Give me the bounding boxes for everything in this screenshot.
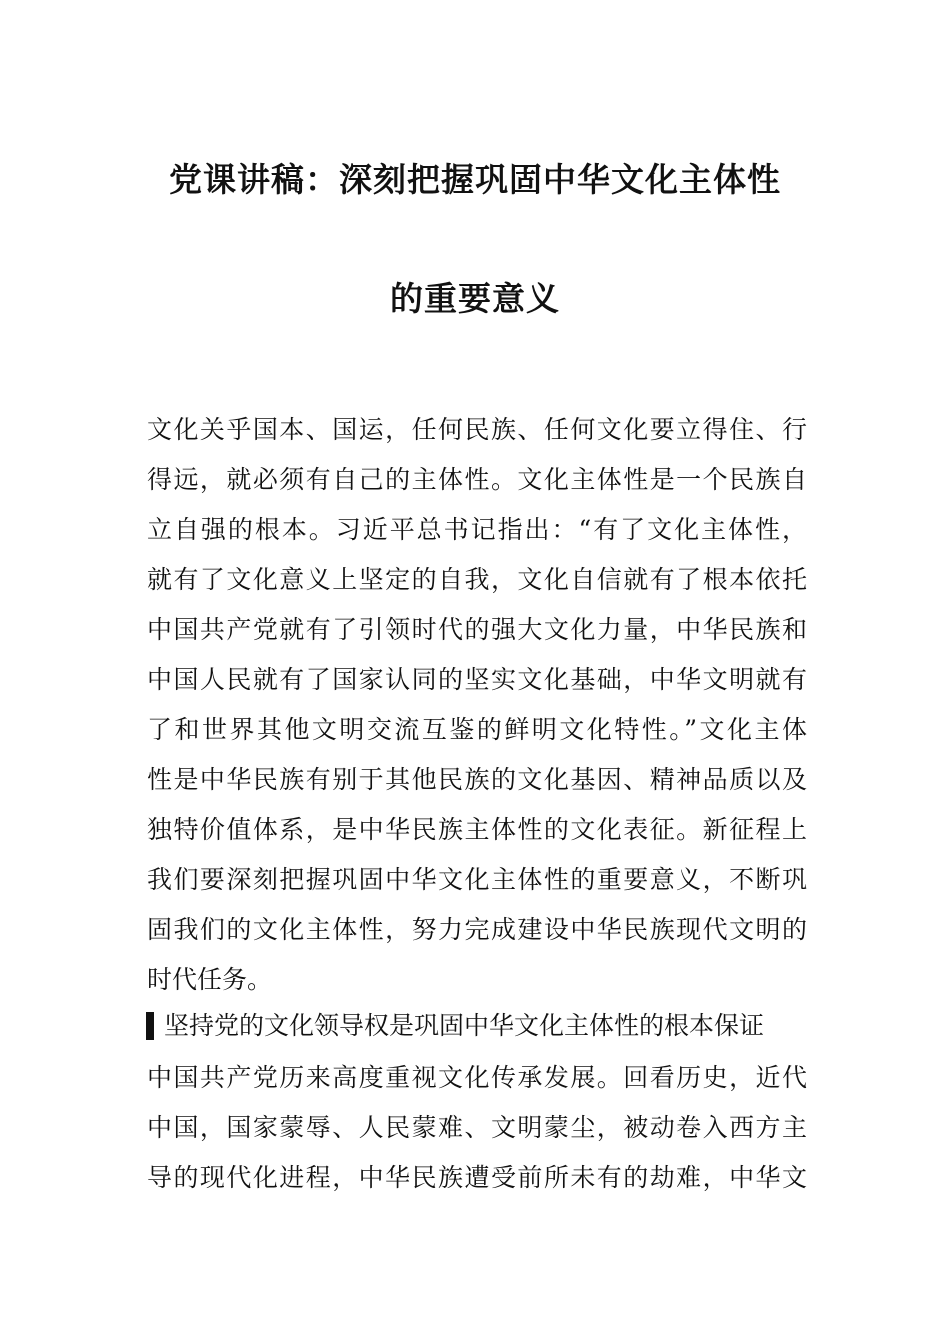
document-title-line-1: 党课讲稿：深刻把握巩固中华文化主体性 [169, 160, 781, 199]
paragraph-line: 独特价值体系，是中华民族主体性的文化表征。新征程上 [147, 815, 807, 844]
paragraph-line: 了和世界其他文明交流互鉴的鲜明文化特性。”文化主体 [147, 715, 807, 744]
section-heading [146, 1010, 826, 1042]
paragraph-line: 中国共产党就有了引领时代的强大文化力量，中华民族和 [147, 615, 807, 644]
section-heading-text: 坚持党的文化领导权是巩固中华文化主体性的根本保证 [164, 1011, 765, 1040]
paragraph-line: 中国共产党历来高度重视文化传承发展。回看历史，近代 [147, 1063, 807, 1092]
paragraph-line: 就有了文化意义上坚定的自我，文化自信就有了根本依托 [147, 565, 807, 594]
document-title-line-2: 的重要意义 [390, 279, 560, 318]
paragraph-line: 中国，国家蒙辱、人民蒙难、文明蒙尘，被动卷入西方主 [147, 1113, 807, 1142]
paragraph-line: 固我们的文化主体性，努力完成建设中华民族现代文明的 [147, 915, 807, 944]
paragraph-line: 性是中华民族有别于其他民族的文化基因、精神品质以及 [147, 765, 807, 794]
paragraph-line: 得远，就必须有自己的主体性。文化主体性是一个民族自 [147, 465, 807, 494]
paragraph-line: 中国人民就有了国家认同的坚实文化基础，中华文明就有 [147, 665, 807, 694]
paragraph-line: 导的现代化进程，中华民族遭受前所未有的劫难，中华文 [147, 1163, 807, 1192]
paragraph-line: 时代任务。 [147, 965, 273, 994]
paragraph-line: 立自强的根本。习近平总书记指出：“有了文化主体性， [147, 515, 807, 544]
paragraph-line: 文化关乎国本、国运，任何民族、任何文化要立得住、行 [147, 415, 807, 444]
heading-marker-icon [146, 1012, 154, 1040]
paragraph-line: 我们要深刻把握巩固中华文化主体性的重要意义，不断巩 [147, 865, 807, 894]
